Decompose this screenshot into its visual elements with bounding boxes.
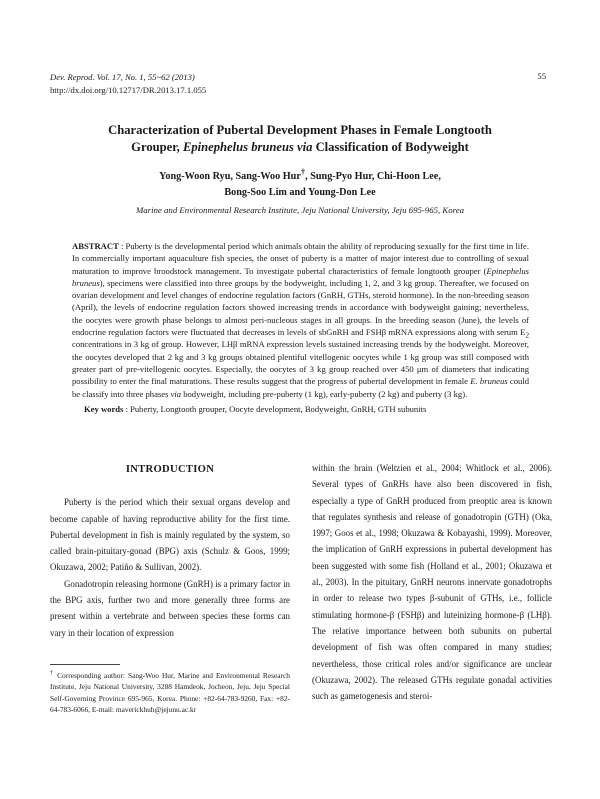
corresponding-mark: † — [300, 166, 306, 177]
subscript: 2 — [525, 331, 530, 340]
footnote-mark: † — [50, 670, 55, 677]
abstract-text: mRNA expression levels sustained increasing trends by the bodyweight. Moreover, the oocytes developed that 2 kg and 3 kg groups obtained plentiful vitellogenic oocytes while 1 kg group was still composed with greater part of pre-vitellogenic oocytes. Especially, the oocytes of 3 kg group reached over 450 μm of diameters that indicating possibility to enter the final maturations. These results suggest that the progress of pubertal development in female — [72, 339, 529, 387]
page-number: 55 — [537, 71, 546, 81]
abstract-text: : Puberty is the developmental period which animals obtain the ability of reproducing sexually for the first time in life. In commercially important aquaculture fish species, the onset of puberty is a matter of major interest due to controlling of sexual maturation to improve broodstock management. To investigate pubertal characteristics of female longtooth grouper ( — [72, 241, 529, 276]
footnote — [50, 670, 290, 716]
keywords — [84, 404, 529, 414]
authors-line-1 — [60, 166, 540, 185]
title-line-2 — [60, 139, 540, 156]
author-names: , Sung-Pyo Hur, Chi-Hoon Lee, — [305, 171, 441, 182]
beta-symbol: β — [233, 339, 238, 350]
title-text: Classification of Bodyweight — [312, 140, 469, 154]
author-list — [60, 166, 540, 201]
abstract-species: E. bruneus — [470, 376, 508, 387]
body-text: ) and luteinizing hormone- — [421, 609, 520, 620]
title-line-1: Characterization of Pubertal Development Phases in Female Longtooth — [108, 123, 492, 137]
beta-symbol: β — [389, 609, 395, 620]
abstract-label: ABSTRACT — [72, 241, 119, 251]
intro-paragraph-2: Gonadotropin releasing hormone (GnRH) is a primary factor in the BPG axis, further two and more generally three forms are present within a vertebrate and between species these forms can vary in their location of expression — [50, 578, 290, 638]
affiliation: Marine and Environmental Research Institute, Jeju National University, Jeju 695-965, Korea — [135, 205, 465, 215]
beta-symbol: β — [519, 609, 525, 620]
abstract-text: mRNA expressions along with serum E — [386, 327, 526, 338]
keywords-text: : Puberty, Longtooth grouper, Oocyte development, Bodyweight, GnRH, GTH subunits — [123, 404, 427, 414]
journal-citation: Dev. Reprod. Vol. 17, No. 1, 55~62 (2013) — [50, 72, 195, 82]
abstract-text: bodyweight, including pre-puberty (1 kg), early-puberty (2 kg) and puberty (3 kg). — [181, 388, 468, 399]
beta-symbol: β — [381, 327, 387, 338]
intro-paragraph-1: Puberty is the period which their sexual organs develop and become capable of having reproductive ability for the first time. Pubertal development in fish is mainly regulated by the system, so called brain-pituitary-gonad (BPG) axis (Schulz & Goos, 1999; Okuzawa, 2002; Patiño & Sullivan, 2002). — [50, 497, 290, 573]
body-text: ). The relative importance between both subunits on pubertal development of fish was often compared in many studies; nevertheless, those critical roles and/or significance are unclear (Okuzawa, 2002). The released GTHs regulate gonadal activities such as gametogenesis and steroi- — [312, 609, 552, 702]
abstract-italic: via — [170, 388, 182, 399]
left-column — [50, 462, 290, 641]
beta-symbol: β — [542, 609, 547, 620]
section-heading-introduction: INTRODUCTION — [125, 464, 215, 475]
authors-line-2: Bong-Soo Lim and Young-Don Lee — [224, 187, 376, 198]
title-species: Epinephelus bruneus via — [182, 140, 313, 154]
journal-header — [50, 71, 206, 97]
doi-link[interactable]: http://dx.doi.org/10.12717/DR.2013.17.1.055 — [50, 85, 207, 95]
abstract-species: Epinephelus bruneus — [72, 265, 529, 288]
body-text: (LH — [524, 609, 543, 620]
keywords-label: Key words — [84, 404, 124, 414]
footnote-divider — [50, 664, 120, 665]
abstract-text: could be classify into three phases — [72, 376, 529, 399]
right-column — [312, 460, 552, 704]
abstract — [72, 240, 529, 400]
abstract-text: concentrations in 3 kg of group. However, LH — [72, 339, 234, 350]
body-text: (FSH — [394, 609, 417, 620]
footnote-text: Corresponding author: Sang-Woo Hur, Marine and Environmental Research Institute, Jeju National University, 3288 Hamdeok, Jocheon, Jeju, Jeju Special Self-Governing Province 695-965, Korea. Phone: +82-64-783-9260, Fax: +82-64-783-6066, E-mail: maverickhuh@jejunu.ac.kr — [50, 671, 290, 715]
beta-symbol: β — [416, 609, 422, 620]
abstract-text: ), specimens were classified into three groups by the bodyweight, including 1, 2, and 3 kg group. Thereafter, we focused on ovarian development and level changes of endocrine regulation factors (GnRH, GTHs, steroid hormone). In the non-breeding season (April), the levels of endocrine regulation factors showed increasing trends in accordance with bodyweight gaining; nevertheless, the oocytes were growth phase belongs to almost peri-nucleous stages in all groups. In the breeding season (June), the levels of endocrine regulation factors were fluctuated that decreases in levels of sbGnRH and FSH — [72, 277, 529, 338]
paper-title — [60, 122, 540, 156]
body-text: -subunit of GTHs, i.e., follicle stimulating hormone- — [312, 593, 552, 620]
right-column-paragraph — [312, 460, 552, 704]
body-text: within the brain (Weltzien et al., 2004; Whitlock et al., 2006). Several types of GnRHs have also been discovered in fish, especially a type of GnRH produced from preoptic area is known that regulates synthesis and release of gonadotropin (GTH) (Oka, 1997; Goos et al., 1998; Okuzawa & Kobayashi, 1999). Moreover, the implication of GnRH expressions in pubertal development has been suggested with some fish (Holland et al., 2001; Okuzawa et al., 2003). In the pituitary, GnRH neurons innervate gonadotrophs in order to release two types — [312, 463, 552, 604]
title-text: Grouper, — [131, 140, 183, 154]
beta-symbol: β — [429, 593, 435, 604]
author-names: Yong-Woon Ryu, Sang-Woo Hur — [159, 171, 301, 182]
